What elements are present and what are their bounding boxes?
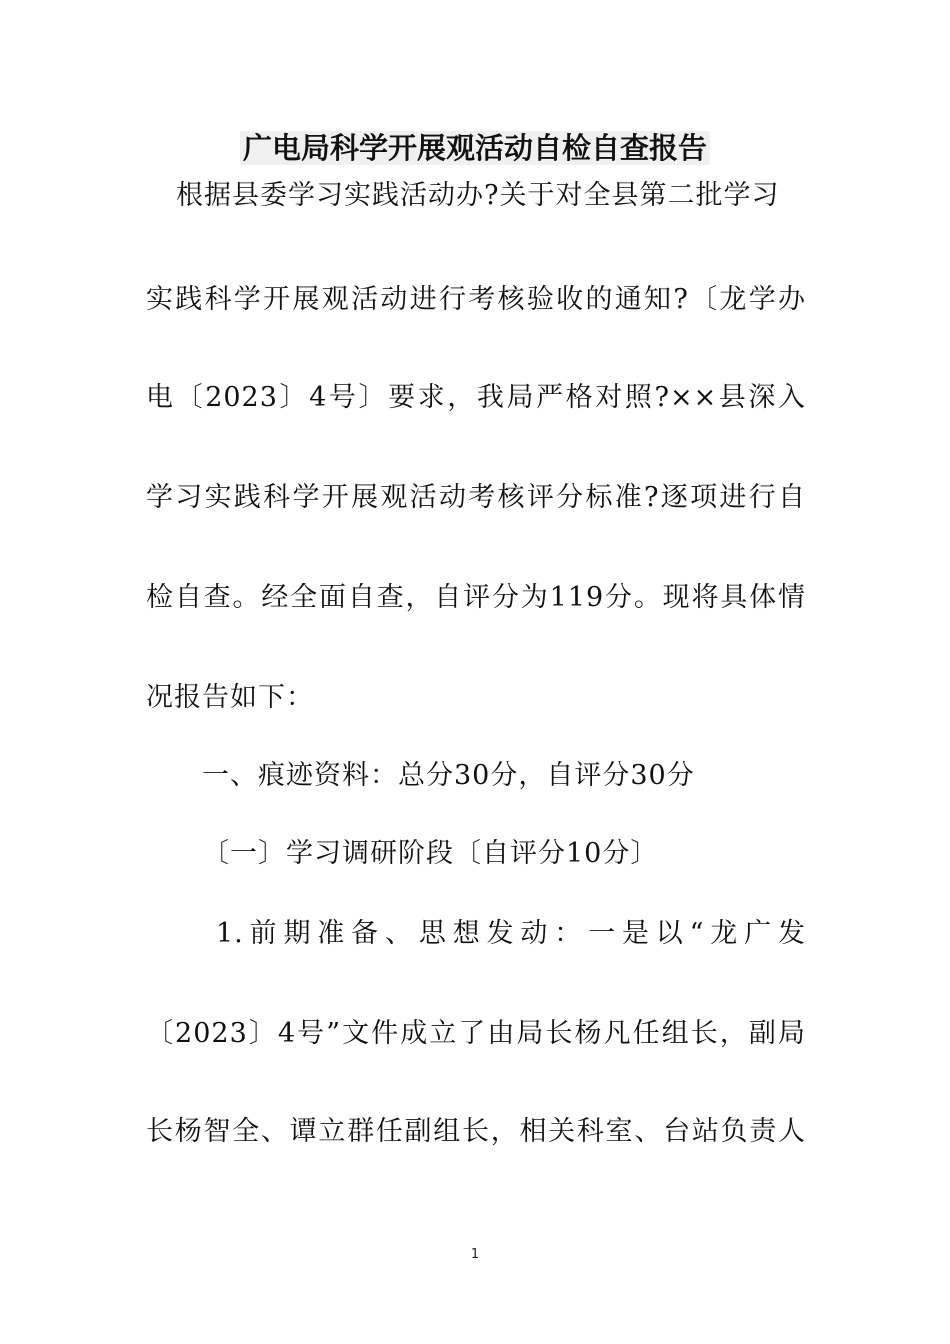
item-line-1: 1.前期准备、思想发动：一是以“龙广发 [216,918,806,949]
paragraph-line-3: 电〔2023〕4号〕要求，我局严格对照?××县深入 [146,382,806,413]
item-line-2: 〔2023〕4号”文件成立了由局长杨凡任组长，副局 [146,1018,806,1049]
paragraph-line-4: 学习实践科学开展观活动考核评分标准?逐项进行自 [146,482,806,513]
paragraph-line-5: 检自查。经全面自查，自评分为119分。现将具体情 [146,582,806,613]
page-number: 1 [470,1247,480,1262]
section-heading-1: 一、痕迹资料：总分30分，自评分30分 [202,760,695,791]
subsection-heading-1: 〔一〕学习调研阶段〔自评分10分〕 [202,838,659,869]
paragraph-line-6: 况报告如下： [146,682,314,713]
paragraph-line-2: 实践科学开展观活动进行考核验收的通知?〔龙学办 [146,284,806,315]
paragraph-line-1: 根据县委学习实践活动办?关于对全县第二批学习 [176,180,780,211]
item-line-3: 长杨智全、谭立群任副组长，相关科室、台站负责人 [146,1116,806,1147]
document-title: 广电局科学开展观活动自检自查报告 [0,128,950,168]
